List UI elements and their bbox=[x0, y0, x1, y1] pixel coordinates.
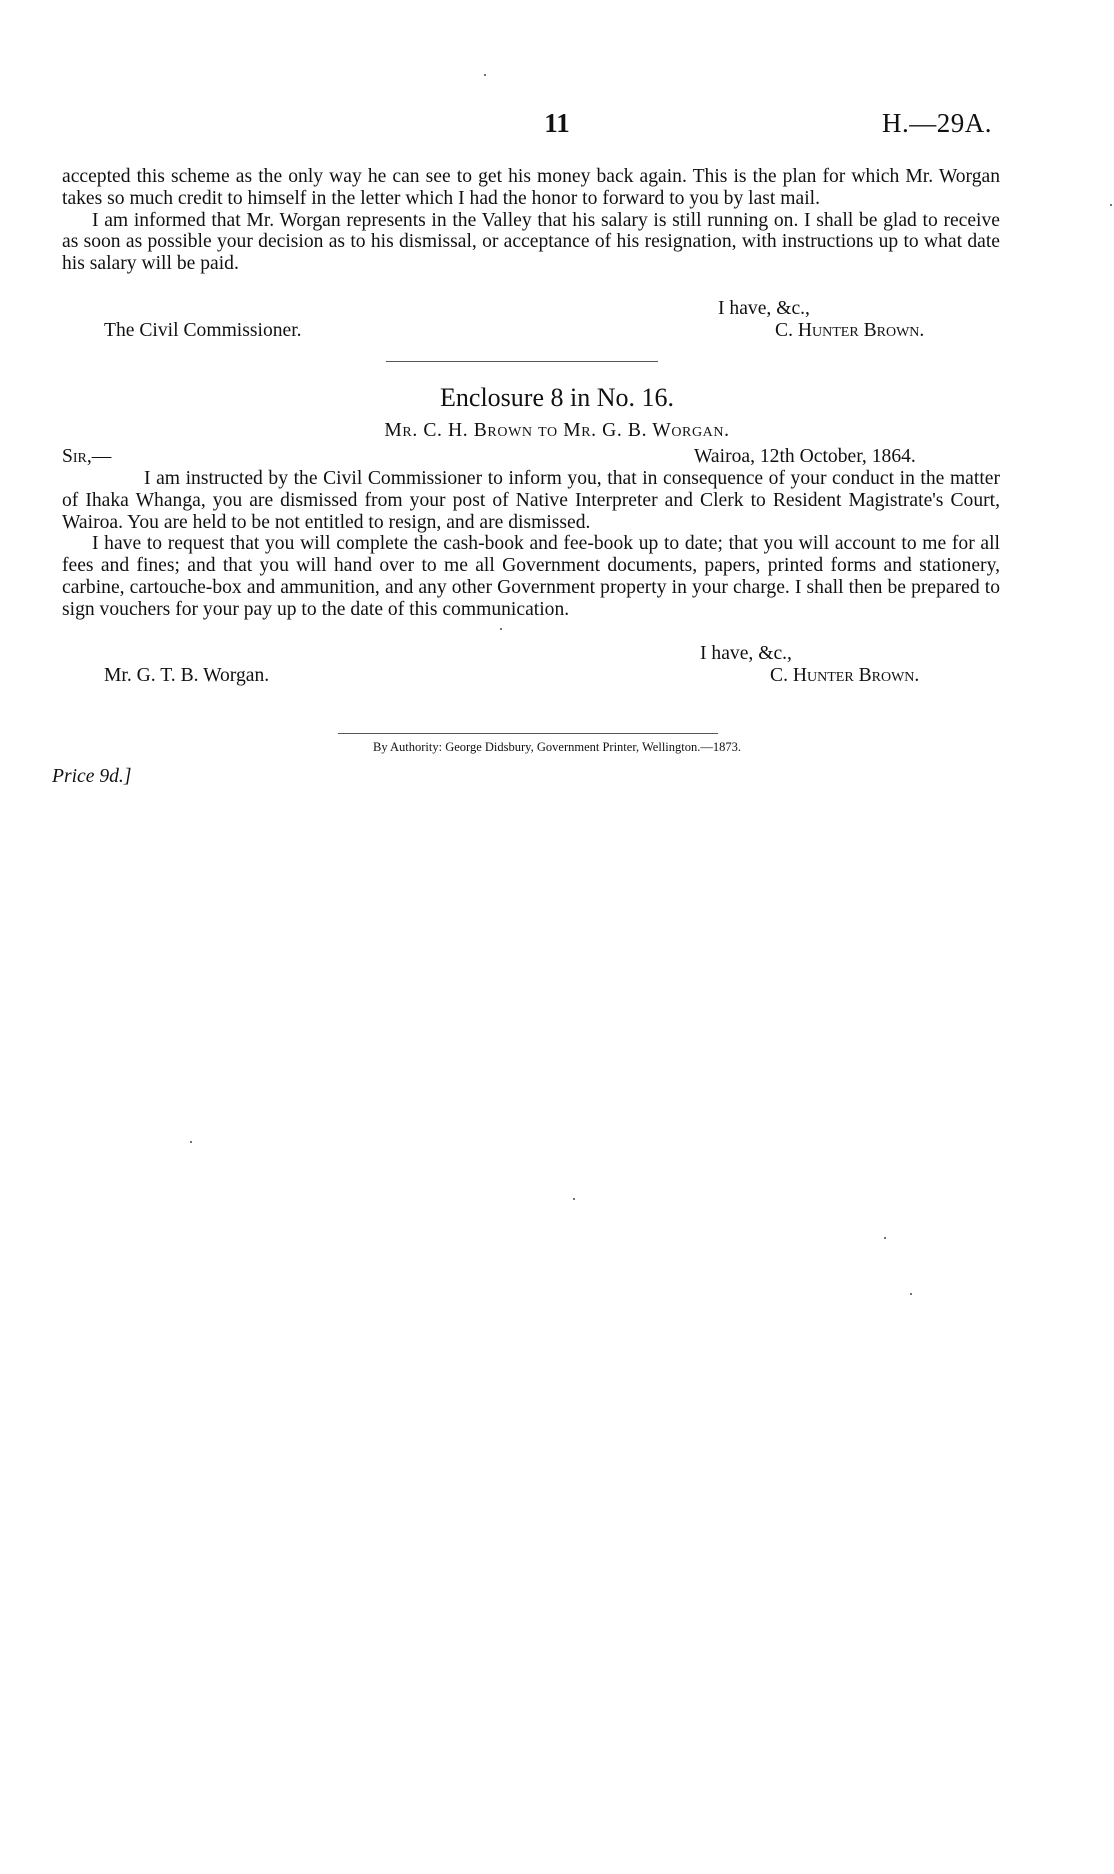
continuation-letter bbox=[62, 166, 1000, 275]
document-reference: H.—29A. bbox=[882, 108, 992, 138]
scan-speck bbox=[1110, 204, 1112, 206]
enclosure-paragraph-1: I am instructed by the Civil Commissioner to inform you, that in consequence of your conduct in the matter of Ihaka Whanga, you are dismissed from your post of Native Interpreter and Clerk to Resident Magistrate's Court, Wairoa. You are held to be not entitled to resign, and are dismissed. bbox=[62, 468, 1000, 533]
salutation: Sir,— bbox=[62, 446, 112, 467]
enclosure-paragraph-2: I have to request that you will complete the cash-book and fee-book up to date; that you will account to me for all fees and fines; and that you will hand over to me all Government documents, papers, printed forms and stationery, carbine, cartouche-box and ammunition, and any other Government property in your charge. I shall then be prepared to sign vouchers for your pay up to the date of this communication. bbox=[62, 533, 1000, 620]
continuation-paragraph-1: accepted this scheme as the only way he can see to get his money back again. This is the plan for which Mr. Worgan takes so much credit to himself in the letter which I had the honor to forward to you by last mail. bbox=[62, 166, 1000, 209]
printer-authority: By Authority: George Didsbury, Government Printer, Wellington.—1873. bbox=[372, 740, 742, 754]
scan-speck bbox=[500, 628, 502, 630]
continuation-addressee: The Civil Commissioner. bbox=[104, 320, 302, 341]
continuation-paragraph-2: I am informed that Mr. Worgan represents in the Valley that his salary is still running on. I shall be glad to receive as soon as possible your decision as to his dismissal, or acceptance of his resignation, with instructions up to what date his salary will be paid. bbox=[62, 209, 1000, 275]
enclosure-title: Enclosure 8 in No. 16. bbox=[440, 383, 674, 412]
scan-speck bbox=[884, 1237, 886, 1239]
continuation-closing: I have, &c., bbox=[718, 298, 810, 319]
scan-speck bbox=[190, 1141, 192, 1143]
price-note: Price 9d.] bbox=[52, 766, 132, 787]
enclosure-closing: I have, &c., bbox=[700, 643, 792, 664]
enclosure-addressee: Mr. G. T. B. Worgan. bbox=[104, 665, 270, 686]
enclosure-subtitle: Mr. C. H. Brown to Mr. G. B. Worgan. bbox=[384, 420, 730, 441]
enclosure-letter bbox=[62, 468, 1000, 621]
enclosure-signature: C. Hunter Brown. bbox=[770, 665, 920, 686]
page-number: 11 bbox=[544, 108, 570, 138]
continuation-signature: C. Hunter Brown. bbox=[775, 320, 925, 341]
footer-divider bbox=[338, 733, 718, 734]
place-date: Wairoa, 12th October, 1864. bbox=[694, 446, 916, 467]
scan-speck bbox=[573, 1198, 575, 1200]
section-divider bbox=[386, 361, 658, 362]
scan-speck bbox=[910, 1293, 912, 1295]
scan-speck bbox=[484, 74, 486, 76]
